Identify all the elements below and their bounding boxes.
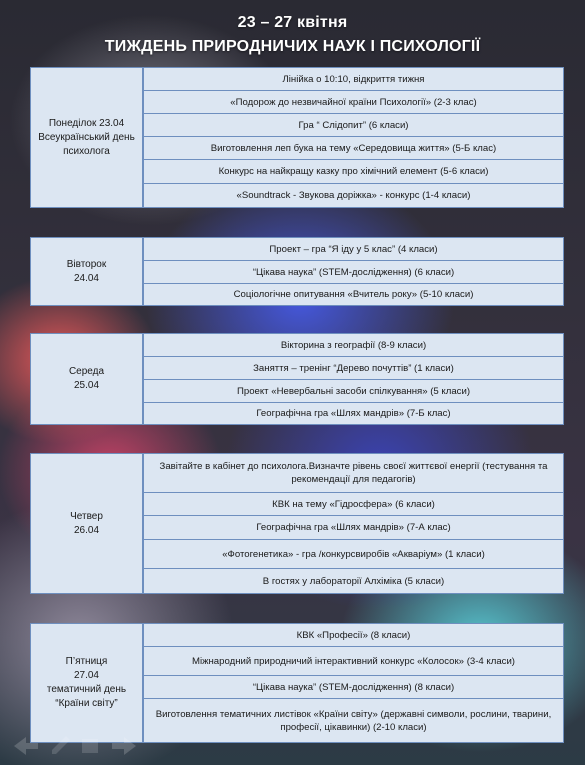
day-label-line: 26.04 (73, 524, 100, 536)
day-label-line: тематичний день (46, 684, 127, 695)
day-label-line: П’ятниця (65, 656, 108, 667)
event-row: “Цікава наука” (STEM-дослідження) (6 класи) (143, 260, 564, 284)
edit-pen-icon[interactable] (52, 736, 70, 754)
event-row: «Фотогенетика» - гра /конкурсвиробів «Акваріум» (1 класи) (143, 539, 564, 569)
day-label-line: психолога (63, 145, 110, 157)
event-row: «Soundtrack - Звукова доріжка» - конкурс (1-4 класи) (143, 183, 564, 208)
event-row: Гра “ Слідопит” (6 класи) (143, 113, 564, 137)
menu-icon[interactable] (82, 739, 98, 753)
day-label-line: 25.04 (73, 380, 100, 391)
event-row: Вікторина з географії (8-9 класи) (143, 333, 564, 357)
event-row: «Подорож до незвичайної країни Психології» (2-3 клас) (143, 90, 564, 114)
day-label-wednesday (30, 333, 143, 425)
event-row: Проект – гра “Я іду у 5 клас” (4 класи) (143, 237, 564, 261)
event-row: Завітайте в кабінет до психолога.Визначте рівень своєї життєвої енергії (тестування та рекомендації для педагогів) (143, 453, 564, 493)
event-row: КВК «Професії» (8 класи) (143, 623, 564, 647)
slide-nav-controls[interactable] (12, 734, 142, 758)
day-label-thursday (30, 453, 143, 594)
page-title: ТИЖДЕНЬ ПРИРОДНИЧИХ НАУК І ПСИХОЛОГІЇ (104, 38, 481, 55)
event-row: В гостях у лабораторії Алхіміка (5 класи) (143, 568, 564, 594)
day-block-tuesday (30, 237, 564, 306)
event-row: “Цікава наука” (STEM-дослідження) (8 класи) (143, 675, 564, 699)
event-row: Географічна гра «Шлях мандрів» (7-А клас) (143, 515, 564, 540)
day-label-line: Вівторок (66, 258, 107, 270)
event-row: Географічна гра «Шлях мандрів» (7-Б клас) (143, 402, 564, 425)
day-label-line: Всеукраїнський день (38, 131, 135, 143)
event-row: КВК на тему «Гідросфера» (6 класи) (143, 492, 564, 516)
event-row: Міжнародний природничий інтерактивний конкурс «Колосок» (3-4 класи) (143, 646, 564, 676)
day-block-wednesday (30, 333, 564, 425)
event-row: Проект «Невербальні засоби спілкування» (5 класи) (143, 379, 564, 403)
day-block-thursday (30, 453, 564, 594)
event-row: Виготовлення тематичних листівок «Країни світу» (державні символи, рослини, тварини, професії, цікавинки) (2-10 класи) (143, 698, 564, 743)
day-label-line: 27.04 (73, 670, 99, 681)
event-row: Соціологічне опитування «Вчитель року» (5-10 класи) (143, 283, 564, 306)
event-row: Лінійка о 10:10, відкриття тижня (143, 67, 564, 91)
day-block-friday (30, 623, 564, 743)
day-label-friday (30, 623, 143, 743)
next-arrow-icon[interactable] (112, 737, 136, 755)
week-dates: 23 – 27 квітня (237, 14, 348, 31)
day-label-line: Середа (68, 366, 105, 377)
prev-arrow-icon[interactable] (14, 737, 38, 755)
day-label-line: 24.04 (73, 272, 99, 284)
event-row: Конкурс на найкращу казку про хімічний елемент (5-6 класи) (143, 159, 564, 184)
day-label-line: Четвер (70, 510, 103, 522)
day-block-monday (30, 67, 564, 208)
day-label-line: “Країни світу” (55, 698, 118, 709)
day-label-monday (30, 67, 143, 208)
day-label-tuesday (30, 237, 143, 306)
event-row: Виготовлення леп бука на тему «Середовища життя» (5-Б клас) (143, 136, 564, 160)
event-row: Заняття – тренінг “Дерево почуттів” (1 класи) (143, 356, 564, 380)
day-label-line: Понеділок 23.04 (48, 117, 125, 129)
